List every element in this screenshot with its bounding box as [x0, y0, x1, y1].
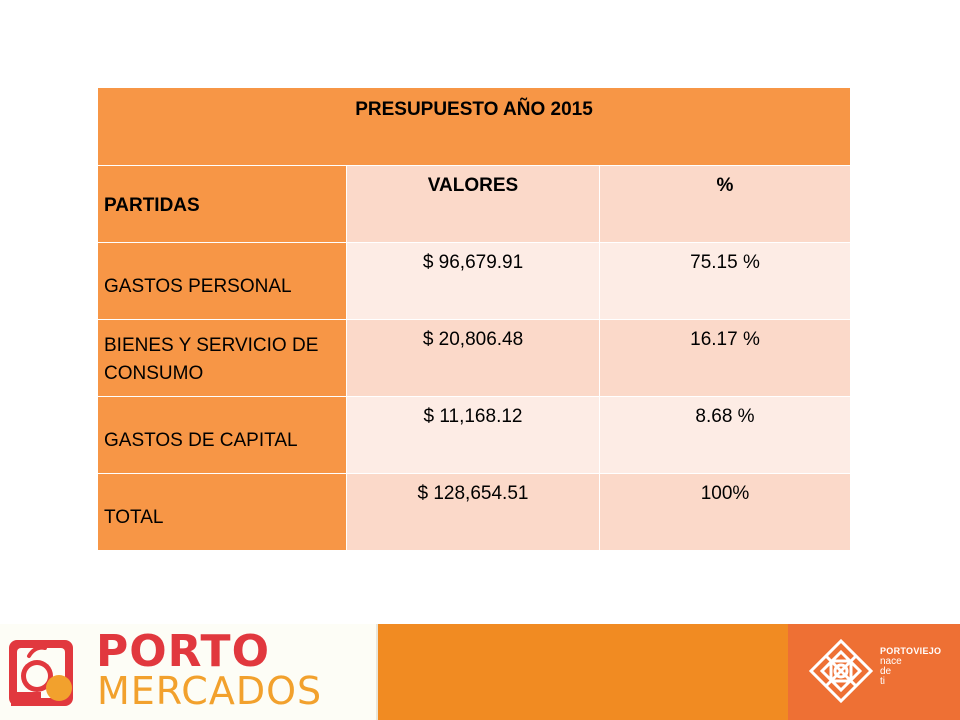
portoviejo-title: PORTOVIEJO: [880, 646, 942, 656]
slogan-line-2: de: [880, 666, 892, 677]
header-percent: %: [600, 166, 851, 243]
row-partida: GASTOS PERSONAL: [98, 243, 347, 320]
row-porcentaje: 16.17 %: [600, 320, 851, 397]
portoviejo-text: [880, 646, 941, 687]
footer-orange-band: [378, 624, 788, 720]
table-title-row: [98, 88, 851, 166]
header-partidas: PARTIDAS: [98, 166, 347, 243]
slogan-line-1: nace: [880, 656, 902, 667]
portoviejo-geometric-icon: [808, 638, 874, 704]
row-valor: $ 96,679.91: [347, 243, 600, 320]
header-valores: VALORES: [347, 166, 600, 243]
mercados-word: MERCADOS: [97, 669, 323, 713]
row-porcentaje: 8.68 %: [600, 397, 851, 474]
row-partida: GASTOS DE CAPITAL: [98, 397, 347, 474]
slogan-line-3: ti: [880, 676, 885, 687]
row-valor: $ 128,654.51: [347, 474, 600, 551]
table-row: [98, 243, 851, 320]
table-title: PRESUPUESTO AÑO 2015: [98, 88, 851, 166]
portoviejo-logo: [788, 624, 960, 720]
row-porcentaje: 100%: [600, 474, 851, 551]
budget-table: [97, 87, 851, 551]
row-porcentaje: 75.15 %: [600, 243, 851, 320]
row-partida: BIENES Y SERVICIO DE CONSUMO: [98, 320, 347, 397]
footer-band: [0, 624, 960, 720]
row-valor: $ 11,168.12: [347, 397, 600, 474]
table-header-row: [98, 166, 851, 243]
table-row-total: [98, 474, 851, 551]
table-row: [98, 397, 851, 474]
table-row: [98, 320, 851, 397]
row-valor: $ 20,806.48: [347, 320, 600, 397]
row-partida: TOTAL: [98, 474, 347, 551]
porto-mercados-orange-icon: [7, 634, 83, 710]
porto-word: PORTO: [96, 626, 270, 677]
porto-mercados-logo: [0, 624, 378, 720]
